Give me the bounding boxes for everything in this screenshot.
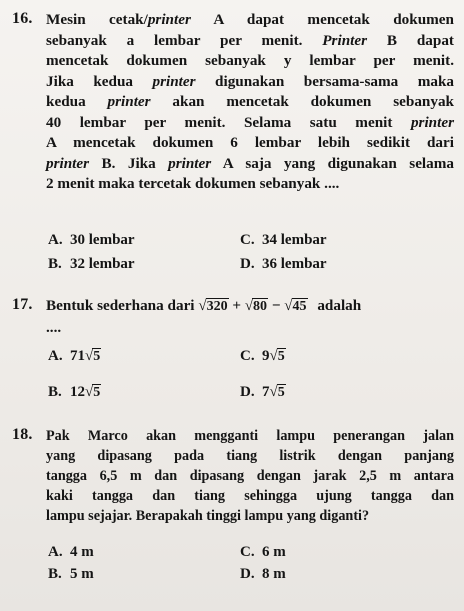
radical-3: √45 <box>284 298 307 314</box>
question-line: kaki tangga dan tiang sehingga ujung tangga dan <box>46 488 454 504</box>
option-letter: C. <box>240 232 255 248</box>
option-a <box>48 232 135 249</box>
question-line: Jika kedua printer digunakan bersama-sama maka <box>46 72 454 90</box>
option-b <box>48 256 135 273</box>
option-value: 4 m <box>70 544 94 560</box>
question-line: Mesin cetak/printer A dapat mencetak dokumen <box>46 11 454 28</box>
question-number: 17. <box>12 296 33 313</box>
option-letter: B. <box>48 384 62 400</box>
question-line: yang dipasang pada tiang listrik dengan panjang <box>46 448 454 464</box>
option-c <box>240 544 286 561</box>
option-d <box>240 384 286 401</box>
question-line: 40 lembar per menit. Selama satu menit printer <box>46 113 454 131</box>
option-letter: A. <box>48 544 63 560</box>
question-18 <box>12 426 452 596</box>
option-b <box>48 566 94 583</box>
operator-plus: + <box>232 297 242 314</box>
option-letter: A. <box>48 348 63 364</box>
option-letter: D. <box>240 256 255 272</box>
operator-minus: − <box>271 297 281 314</box>
option-a <box>48 348 101 365</box>
question-17 <box>12 296 452 414</box>
option-value: 32 lembar <box>70 256 135 272</box>
question-prompt: Bentuk sederhana dari <box>46 297 195 314</box>
ellipsis: .... <box>46 318 62 336</box>
option-letter: C. <box>240 348 255 364</box>
question-line: printer B. Jika printer A saja yang digunakan selama <box>46 154 454 172</box>
question-line: Pak Marco akan mengganti lampu penerangan jalan <box>46 428 454 444</box>
question-line: kedua printer akan mencetak dokumen sebanyak <box>46 93 454 110</box>
question-16 <box>12 10 452 280</box>
option-letter: B. <box>48 256 62 272</box>
question-line: A mencetak dokumen 6 lembar lebih sedikit dari <box>46 134 454 151</box>
question-line: mencetak dokumen sebanyak y lembar per menit. <box>46 52 454 69</box>
question-text <box>46 10 454 195</box>
option-value: 12√5 <box>70 384 101 400</box>
option-value: 5 m <box>70 566 94 582</box>
question-text <box>46 426 454 526</box>
question-text <box>46 296 454 338</box>
option-c <box>240 232 327 249</box>
option-value: 36 lembar <box>262 256 327 272</box>
question-suffix: adalah <box>317 297 362 314</box>
option-b <box>48 384 101 401</box>
option-d <box>240 256 327 273</box>
question-number: 16. <box>12 10 33 27</box>
option-c <box>240 348 286 365</box>
question-line: lampu sejajar. Berapakah tinggi lampu yang diganti? <box>46 508 370 524</box>
option-a <box>48 544 94 561</box>
option-value: 71√5 <box>70 348 101 364</box>
option-value: 30 lembar <box>70 232 135 248</box>
question-number: 18. <box>12 426 33 443</box>
option-letter: C. <box>240 544 255 560</box>
option-d <box>240 566 286 583</box>
option-value: 8 m <box>262 566 286 582</box>
option-letter: D. <box>240 566 255 582</box>
radical-1: √320 <box>198 298 228 314</box>
option-letter: B. <box>48 566 62 582</box>
option-value: 7√5 <box>262 384 285 400</box>
option-value: 6 m <box>262 544 286 560</box>
option-letter: A. <box>48 232 63 248</box>
option-letter: D. <box>240 384 255 400</box>
option-value: 34 lembar <box>262 232 327 248</box>
option-value: 9√5 <box>262 348 285 364</box>
question-line: sebanyak a lembar per menit. Printer B dapat <box>46 31 454 49</box>
question-line: tangga 6,5 m dan dipasang dengan jarak 2,5 m antara <box>46 468 454 484</box>
question-line: 2 menit maka tercetak dokumen sebanyak .... <box>46 175 340 192</box>
radical-2: √80 <box>244 298 268 314</box>
